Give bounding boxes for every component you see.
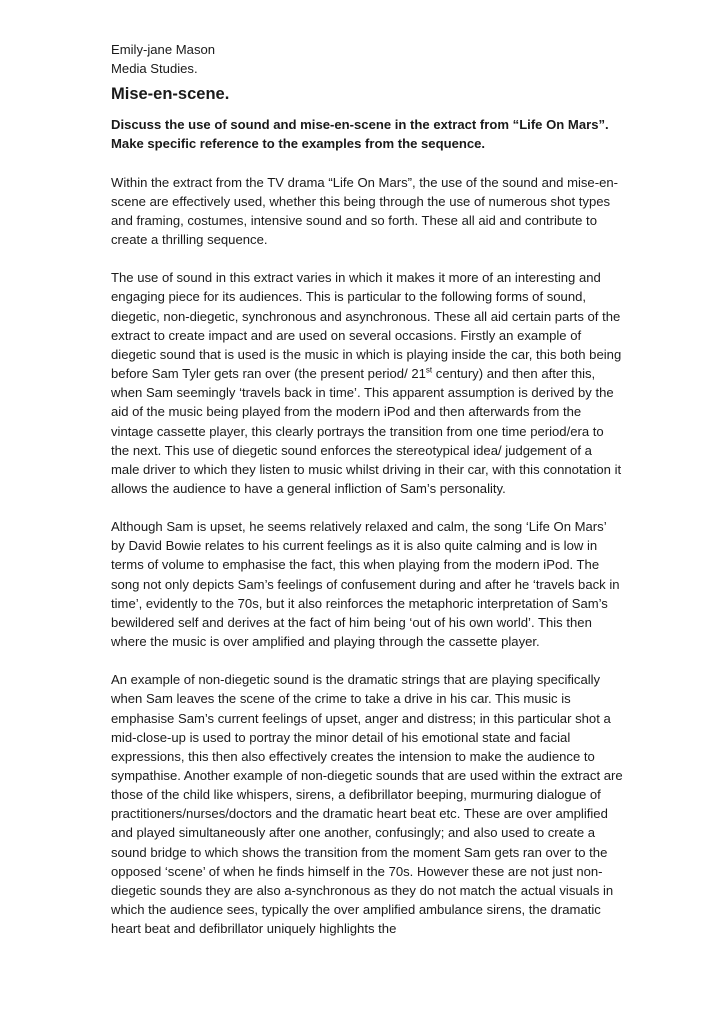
ordinal-superscript: st xyxy=(425,365,433,375)
paragraph-non-diegetic-sound: An example of non-diegetic sound is the dramatic strings that are playing specifically when Sam leaves the scene of the crime to take a drive in his car. This music is emphasise Sam’s current feelings of upset, anger and distress; in this particular shot a mid-close-up is used to portray the minor detail of his emotional state and facial expressions, this then also effectively creates the intension to make the audience to sympathise. Another example of non-diegetic sounds that are used within the extract are those of the child like whispers, sirens, a defibrillator beeping, murmuring dialogue of practitioners/nurses/doctors and the dramatic heart beat etc. These are over amplified and played simultaneously after one another, confusingly; and also used to create a sound bridge to which shows the transition from the moment Sam gets ran over to the opposed ‘scene’ of when he finds himself in the 70s. However these are not just non-diegetic sounds they are also a-synchronous as they do not match the actual visuals in which the audience sees, typically the over amplified ambulance sirens, the dramatic heart beat and defibrillator uniquely highlights the xyxy=(111,672,623,937)
paragraph-life-on-mars-song: Although Sam is upset, he seems relatively relaxed and calm, the song ‘Life On Mars’ by David Bowie relates to his current feelings as it is also quite calming and is low in terms of volume to emphasise the fact, this when playing from the modern iPod. The song not only depicts Sam’s feelings of confusement during and after he ‘travels back in time’, evidently to the 70s, but it also reinforces the metaphoric interpretation of Sam’s bewildered self and derives at the fact of him being ‘out of his own world’. This then where the music is over amplified and playing through the cassette player. xyxy=(111,519,620,650)
document-page xyxy=(111,40,623,957)
course-name: Media Studies. xyxy=(111,61,198,77)
paragraph-diegetic-sound xyxy=(111,268,623,498)
essay-question xyxy=(111,115,623,153)
document-title: Mise-en-scene. xyxy=(111,85,230,104)
author-name: Emily-jane Mason xyxy=(111,42,216,57)
essay-question-line-1: Discuss the use of sound and mise-en-scene in the extract from “Life On Mars”. xyxy=(111,117,609,133)
essay-question-line-2: Make specific reference to the examples from the sequence. xyxy=(111,136,486,152)
paragraph-intro: Within the extract from the TV drama “Life On Mars”, the use of the sound and mise-en-scene are effectively used, whether this being through the use of numerous shot types and framing, costumes, intensive sound and so forth. These all aid and contribute to create a thrilling sequence. xyxy=(111,174,618,248)
paragraph-diegetic-sound-part-1: The use of sound in this extract varies in which it makes it more of an interesting and engaging piece for its audiences. This is particular to the following forms of sound, diegetic, non-diegetic, synchronous and asynchronous. These all aid certain parts of the extract to create impact and are used on several occasions. Firstly an example of diegetic sound that is used is the music in which is playing inside the car, this both being before Sam Tyler gets ran over (the present period/ 21 xyxy=(111,270,622,382)
paragraph-diegetic-sound-part-2: century) and then after this, when Sam seemingly ‘travels back in time’. This apparent assumption is derived by the aid of the music being played from the modern iPod and then afterwards from the vintage cassette player, this clearly portrays the transition from one time period/era to the next. This use of diegetic sound enforces the stereotypical idea/ judgement of a male driver to which they listen to music whilst driving in their car, with this connotation it allows the audience to have a general infliction of Sam’s personality. xyxy=(111,366,622,496)
